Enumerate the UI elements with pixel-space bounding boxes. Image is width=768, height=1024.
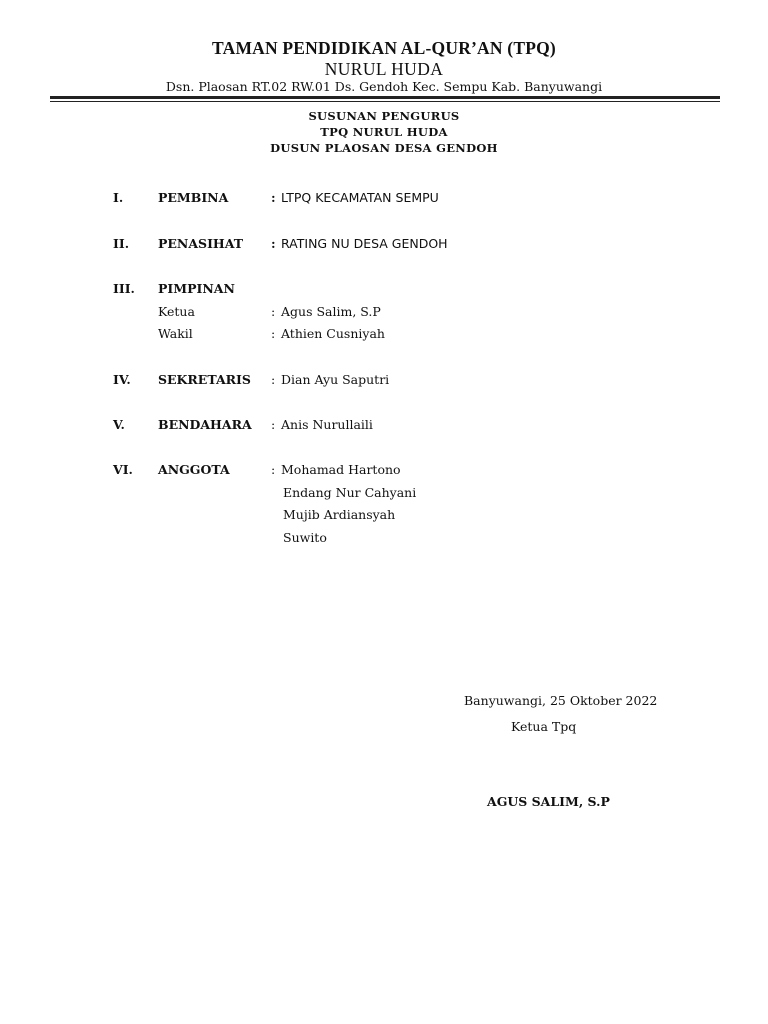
member-item: Mujib Ardiansyah <box>283 507 396 522</box>
header-rule-thin <box>50 101 720 102</box>
separator: : <box>271 236 276 251</box>
separator: : <box>271 190 276 205</box>
signature-name: AGUS SALIM, S.P <box>487 794 610 809</box>
member-item: Mohamad Hartono <box>281 462 401 477</box>
bendahara-value: Anis Nurullaili <box>281 417 373 432</box>
section-label-sekretaris: SEKRETARIS <box>158 372 251 387</box>
section-number: VI. <box>113 462 133 477</box>
section-label-pembina: PEMBINA <box>158 190 229 205</box>
signature-place-date: Banyuwangi, 25 Oktober 2022 <box>464 693 658 708</box>
section-number: V. <box>113 417 125 432</box>
separator: : <box>271 304 276 319</box>
section-label-anggota: ANGGOTA <box>158 462 230 477</box>
separator: : <box>271 326 276 341</box>
doc-title-line1: SUSUNAN PENGURUS <box>308 109 460 123</box>
separator: : <box>271 462 276 477</box>
section-label-bendahara: BENDAHARA <box>158 417 252 432</box>
org-name: TAMAN PENDIDIKAN AL-QUR’AN (TPQ) <box>212 38 556 58</box>
section-number: II. <box>113 236 130 251</box>
section-label-pimpinan: PIMPINAN <box>158 281 235 296</box>
section-label-penasihat: PENASIHAT <box>158 236 244 251</box>
sekretaris-value: Dian Ayu Saputri <box>281 372 390 387</box>
pembina-value: LTPQ KECAMATAN SEMPU <box>281 190 439 205</box>
separator: : <box>271 372 276 387</box>
section-number: III. <box>113 281 135 296</box>
separator: : <box>271 417 276 432</box>
doc-title-line3: DUSUN PLAOSAN DESA GENDOH <box>270 141 498 155</box>
doc-title-line2: TPQ NURUL HUDA <box>320 125 448 139</box>
ketua-label: Ketua <box>158 304 195 319</box>
header-rule-thick <box>50 96 720 99</box>
org-address: Dsn. Plaosan RT.02 RW.01 Ds. Gendoh Kec. Sempu Kab. Banyuwangi <box>165 79 603 94</box>
member-item: Endang Nur Cahyani <box>283 485 417 500</box>
member-item: Suwito <box>283 530 327 545</box>
wakil-label: Wakil <box>158 326 193 341</box>
org-subname: NURUL HUDA <box>324 59 444 79</box>
wakil-value: Athien Cusniyah <box>281 326 385 341</box>
section-number: IV. <box>113 372 131 387</box>
ketua-value: Agus Salim, S.P <box>281 304 381 319</box>
section-number: I. <box>113 190 124 205</box>
signature-role: Ketua Tpq <box>511 719 577 734</box>
penasihat-value: RATING NU DESA GENDOH <box>281 236 448 251</box>
